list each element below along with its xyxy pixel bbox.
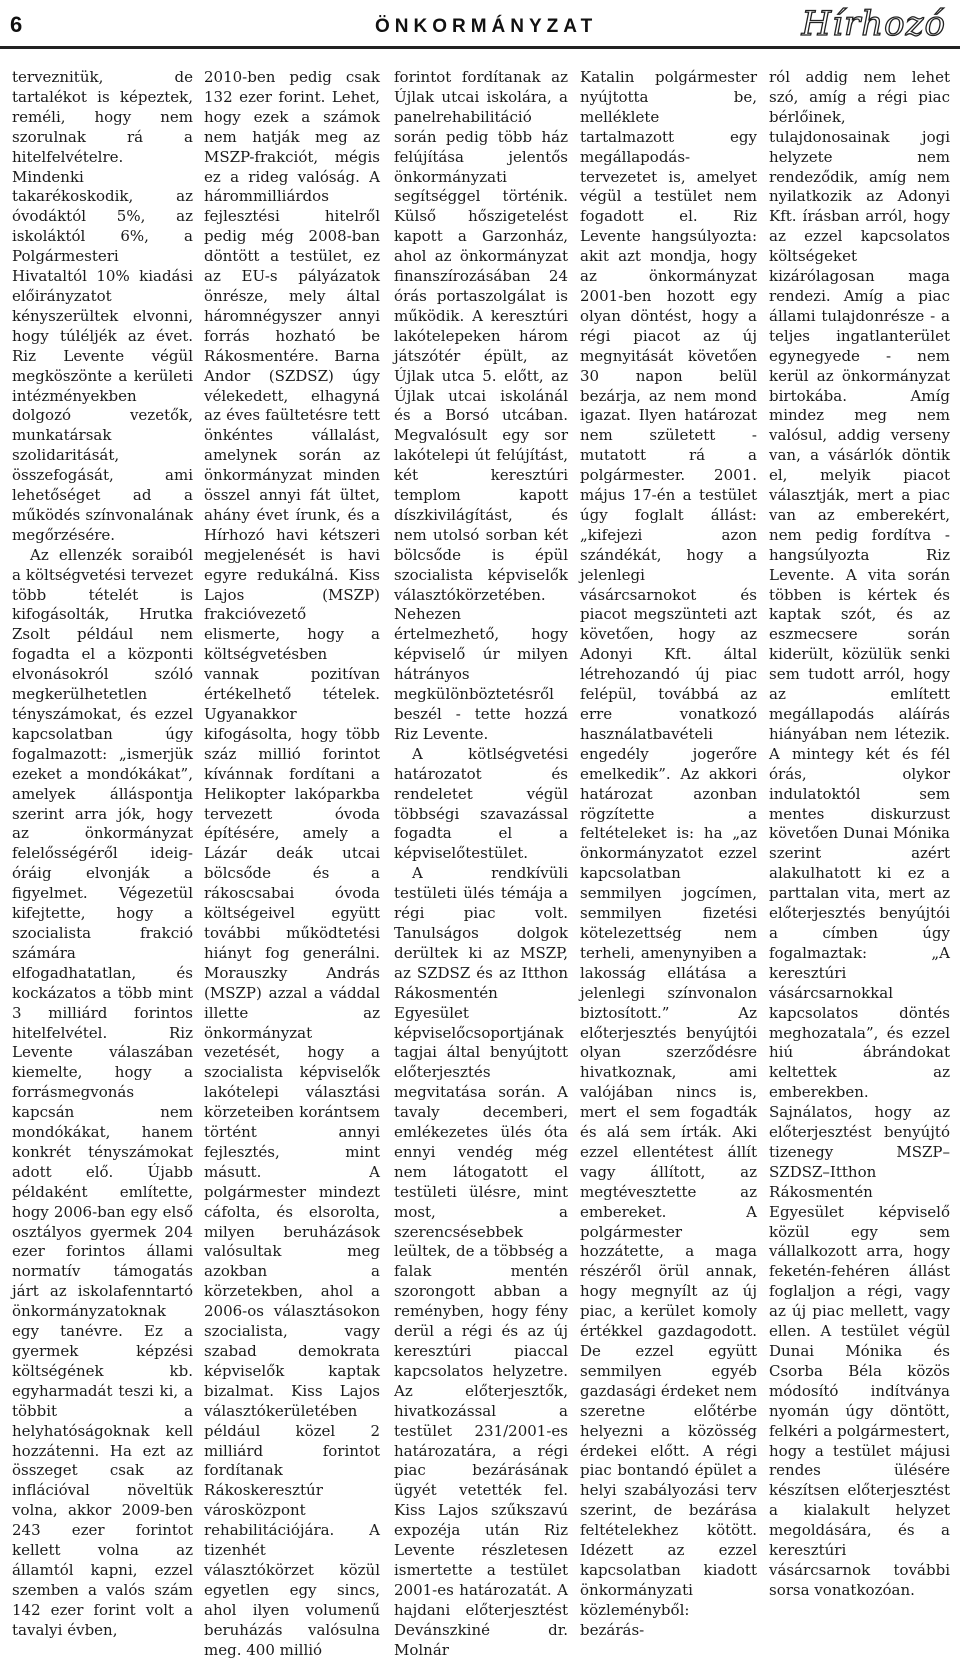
paragraph: ról addig nem lehet szó, amíg a régi piac bérlőinek, tulajdonosainak jogi helyzete nem rendeződik, amíg nem nyilatkozik az Adonyi Kft. írásban arról, hogy az ezzel kapcsolatos költségeket kizárólagosan maga rendezi. Amíg a piac állami tulajdonrésze - a teljes ingatlanterület egynegyede - nem kerül az önkormányzat birtokába. Amíg mindez meg nem valósul, addig verseny van, a vásárlók döntik el, melyik piacot választják, mert a piac van az emberekért, nem pedig fordítva - hangsúlyozta Riz Levente. A vita során többen is kértek és kaptak szót, és az eszmecsere során kiderült, közülük senki sem tudott arról, hogy az említett megállapodás aláírás hiányában nem létezik. A mintegy két és fél órás, olykor indulatoktól sem mentes diskurzust követően Dunai Mónika szerint azért alakulhatott ki ez a parttalan vita, mert az előterjesztés benyújtói a címben úgy fogalmaztak: „A keresztúri vásárcsarnokkal kapcsolatos döntés meghozatala”, és ezzel hiú ábrándokat keltettek az emberekben. Sajnálatos, hogy az előterjesztést benyújtó tizenegy MSZP–SZDSZ–Itthon Rákosmentén Egyesület képviselő közül egy sem vállalkozott arra, hogy feketén-fehéren állást foglaljon a régi, vagy az új piac mellett, vagy ellen. A testület végül Dunai Mónika és Csorba Béla közös módosító indítványa nyomán úgy döntött, felkéri a polgármestert, hogy a testület májusi rendes ülésére készítsen előterjesztést a kialakult helyzet megoldására, és a keresztúri vásárcsarnok további sorsa vonatkozóan. <box>769 68 950 1599</box>
paragraph: forintot fordítanak az Újlak utcai iskolára, a panelrehabilitáció során pedig több ház felújítása jelentős önkormányzati segítséggel történik. Külső hőszigetelést kapott a Garzonház, ahol az önkormányzat finanszírozásában 24 órás portaszolgálat is működik. A keresztúri lakótelepeken három játszótér épült, az Újlak utca 5. előtt, az Újlak utcai iskolánál és a Borsó utcában. Megvalósult egy sor lakótelepi út felújítást, két keresztúri templom kapott díszkivilágítást, és nem utolsó sorban két bölcsőde is épül szocialista képviselők választókörzetében. Nehezen értelmezhető, hogy képviselő úr milyen hátrányos megkülönböztetésről beszél - tette hozzá Riz Levente. <box>394 68 568 743</box>
text-column-4 <box>580 68 757 1639</box>
paragraph: 2010-ben pedig csak 132 ezer forint. Lehet, hogy ezek a számok nem hatják meg az MSZP-frakciót, mégis ez a rideg valóság. A hárommilliárdos fejlesztési hitelről pedig még 2008-ban döntött a testület, ez az EU-s pályázatok önrésze, mely által háromnégyszer annyi forrás hozható be Rákosmentére. Barna Andor (SZDSZ) úgy vélekedett, elhagyná az éves faültetésre tett önkéntes vállalást, amelynek során az önkormányzat minden összel annyi fát ültet, ahány évet írunk, és a Hírhozó havi kétszeri megjelenését is havi egyre redukálná. Kiss Lajos (MSZP) frakcióvezető elismerte, hogy a költségvetésben vannak pozitívan értékelhető tételek. Ugyanakkor kifogásolta, hogy több száz millió forintot kívánnak fordítani a Helikopter lakóparkba tervezett óvoda építésére, amely a Lázár deák utcai bölcsőde és a rákoscsabai óvoda költségeivel együtt további működtetési hiányt fog generálni. Morauszky András (MSZP) azzal a váddal illette az önkormányzat vezetését, hogy a szocialista képviselők lakótelepi választási körzeteiben korántsem történt annyi fejlesztés, mint másutt. A polgármester mindezt cáfolta, és elsorolta, milyen beruházások valósultak meg azokban a körzetekben, ahol a 2006-os választásokon szocialista, vagy szabad demokrata képviselők kaptak bizalmat. Kiss Lajos választókerületében például közel 2 milliárd forintot fordítanak Rákoskeresztúr városközpont rehabilitációjára. A tizenhét választókörzet közül egyetlen egy sincs, ahol ilyen volumenű beruházás valósulna meg. 400 millió <box>204 68 380 1659</box>
text-column-5 <box>769 68 950 1599</box>
text-column-1 <box>12 68 193 1639</box>
page-number: 6 <box>10 12 23 37</box>
masthead-logo: Hírhozó <box>801 4 946 44</box>
text-column-3 <box>394 68 568 1659</box>
paragraph: Katalin polgármester nyújtotta be, melléklete tartalmazott egy megállapodás-tervezetet is, amelyet végül a testület nem fogadott el. Riz Levente hangsúlyozta: akit azt mondja, hogy az önkormányzat 2001-ben hozott egy olyan döntést, hogy a régi piacot az új megnyitását követően 30 napon belül bezárja, az nem mond igazat. Ilyen határozat nem született - mutatott rá a polgármester. 2001. május 17-én a testület úgy foglalt állást: „kifejezi azon szándékát, hogy a jelenlegi vásárcsarnokot és piacot megszünteti azt követően, hogy az Adonyi Kft. által létrehozandó új piac felépül, továbbá az erre vonatkozó használatbavételi engedély jogerőre emelkedik”. Az akkori határozat azonban rögzítette a feltételeket is: ha „az önkormányzatot ezzel kapcsolatban semmilyen jogcímen, semmilyen fizetési kötelezettség nem terheli, amenynyiben a lakosság ellátása a jelenlegi színvonalon biztosított.” Az előterjesztés benyújtói olyan szerződésre hivatkoznak, ami valójában nincs is, mert el sem fogadták és alá sem írták. Aki ezzel ellentétest állít vagy állított, az megtévesztette az embereket. A polgármester hozzátette, a maga részéről örül annak, hogy megnyílt az új piac, a kerület komoly értékkel gazdagodott. De ezzel együtt semmilyen egyéb gazdasági érdeket nem szeretne előtérbe helyezni a közösség érdekei előtt. A régi piac bontandó épület a helyi szabályozási terv szerint, de bezárása feltételekhez kötött. Idézett az ezzel kapcsolatban kiadott önkormányzati közleményből: bezárás- <box>580 68 757 1639</box>
text-column-2 <box>204 68 380 1659</box>
section-title: ÖNKORMÁNYZAT <box>375 16 598 37</box>
article-body <box>0 68 960 1659</box>
paragraph: A kötlségvetési határozatot és rendeletet végül többségi szavazással fogadta el a képviselőtestület. <box>394 744 568 863</box>
header-rule <box>0 46 960 49</box>
paragraph: terveznitük, de tartalékot is képeztek, reméli, hogy nem szorulnak rá a hitelfelvételre. Mindenki takarékoskodik, az óvodáktól 5%, az iskoláktól 6%, a Polgármesteri Hivataltól 10% kiadási előirányzatot kényszerültek elvonni, hogy túléljék az évet. Riz Levente végül megköszönte a kerületi intézményekben dolgozó vezetők, munkatársak szolidaritását, összefogását, ami lehetőséget ad a működés színvonalának megőrzésére. <box>12 68 193 544</box>
page-header <box>0 0 960 50</box>
paragraph: A rendkívüli testületi ülés témája a régi piac volt. Tanulságos dolgok derültek ki az MSZP, az SZDSZ és az Itthon Rákosmentén Egyesület képviselőcsoportjának tagjai által benyújtott előterjesztés megvitatása során. A tavaly decemberi, emlékezetes ülés óta ennyi vendég még nem látogatott el testületi ülésre, mint most, a szerencsésebbek leültek, de a többség a falak mentén szorongott abban a reményben, hogy fény derül a régi és az új keresztúri piaccal kapcsolatos helyzetre. Az előterjesztők, hivatkozással a testület 231/2001-es határozatára, a régi piac bezárásának ügyét vetették fel. Kiss Lajos szűkszavú expozéja után Riz Levente részletesen ismertette a testület 2001-es határozatát. A hajdani előterjesztést Devánszkiné dr. Molnár <box>394 864 568 1659</box>
paragraph: Az ellenzék soraiból a költségvetési tervezet több tételét is kifogásolták, Hrutka Zsolt például nem fogadta el a központi elvonásokról szóló megkerülhetetlen tényszámokat, és ezzel kapcsolatban úgy fogalmazott: „ismerjük ezeket a mondókákat”, amelyek álláspontja szerint arra jók, hogy az önkormányzat felelősségéről ideig-óráig elvonják a figyelmet. Végezetül kifejtette, hogy a szocialista frakció számára elfogadhatatlan, és kockázatos a több mint 3 milliárd forintos hitelfelvétel. Riz Levente válaszában kiemelte, hogy a forrásmegvonás kapcsán nem mondókákat, hanem konkrét tényszámokat adott elő. Újabb példaként említette, hogy 2006-ban egy első osztályos gyermek 204 ezer forintos állami normatív támogatás járt az iskolafenntartó önkormányzatoknak egy tanévre. Ez a gyermek képzési költségének kb. egyharmadát teszi ki, a többit a helyhatóságoknak kell hozzátenni. Ha ezt az összeget csak az inflációval növeltük volna, akkor 2009-ben 243 ezer forintot kellett volna az államtól kapni, ezzel szemben a valós szám 142 ezer forint volt a tavalyi évben, <box>12 545 193 1639</box>
